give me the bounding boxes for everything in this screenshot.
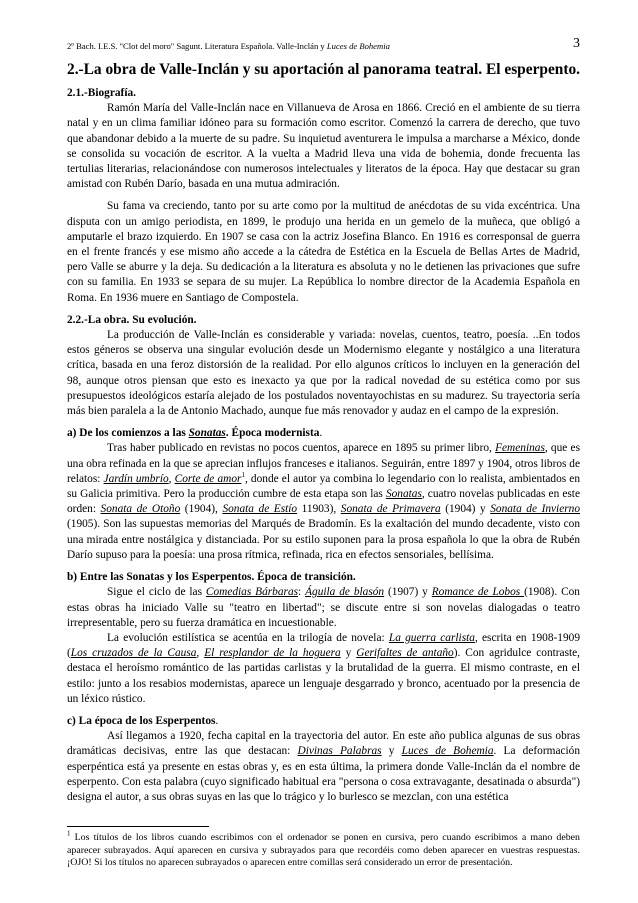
footnote-mark: 1 [67, 829, 71, 838]
paragraph: Así llegamos a 1920, fecha capital en la trayectoria del autor. En este año publica algunas de sus obras dramáticas decisivas, entre las que destacan: Divinas Palabras y Luces de Bohemia. La deformación esperpéntica está ya presente en estas obras y, es en esta última, la primera donde Valle-Inclán da el nombre de esperpento. Con esta palabra (cuyo significado habitual era "persona o cosa extravagante, desatinada o absurda") designa el autor, a sus obras suyas en las que lo trágico y lo burlesco se mezclan, con una estética [67, 730, 581, 803]
subsection-heading-a: a) De los comienzos a las Sonatas. Época modernista. [67, 427, 323, 440]
work-title: Sonata de Otoño [100, 503, 181, 516]
paragraph: Tras haber publicado en revistas no pocos cuentos, aparece en 1895 su primer libro, Femeninas, que es una obra refinada en la que se aprecian influjos franceses e italianos. Seguirán, entre 1897 y 1904, otros libros de relatos: Jardín umbrío, Corte de amor$^1$, donde el autor ya combina lo legendario con lo realista, ambientados en su Galicia primitiva. Pero la producción cumbre de esta etapa son las Sonatas, cuatro novelas publicadas en este orden: Sonata de Otoño (1904), Sonata de Estío 11903), Sonata de Primavera (1904) y Sonata de Invierno (1905). Son las supuestas memorias del Marqués de Bradomín. Es la exaltación del mundo decadente, visto con una mirada entre nostálgica y distanciada. Por su estilo suponen para la prosa española lo que la obra de Rubén Darío supuso para la poesía: una prosa rítmica, refinada, rica en efectos sensoriales, bellísima. [67, 442, 581, 561]
work-title: Comedias Bárbaras [205, 586, 299, 599]
footnote [67, 829, 580, 870]
work-title: Sonata de Primavera [340, 503, 441, 516]
page-header [67, 36, 580, 52]
subsection-heading-c: c) La época de los Esperpentos. [67, 714, 219, 727]
paragraph: Su fama va creciendo, tanto por su arte como por la multitud de anécdotas de su vida excéntrica. Una disputa con un amigo periodista, en 1899, le produjo una herida en un gemelo de la muñeca, que obligó a amputarle el brazo izquierdo. En 1907 se casa con la actriz Josefina Blanco. En 1916 es corresponsal de guerra en el frente francés y ese mismo año accede a la cátedra de Estética en la Escuela de Bellas Artes de Madrid, pero Valle se aburre y la deja. Su dedicación a la literatura es absoluta y no le detienen las privaciones que sufre con su familia. En 1933 se separa de su mujer. La República lo nombre director de la Academia Española en Roma. En 1936 muere en Santiago de Compostela. [67, 200, 580, 304]
paragraph: Ramón María del Valle-Inclán nace en Villanueva de Arosa en 1866. Creció en el ambiente de su tierra natal y en un clima familiar idóneo para su formación como escritor. Comenzó la carrera de derecho, que tuvo que abandonar debido a la muerte de su padre. Su inquietud aventurera le impulsa a marcharse a México, donde se consolida su vocación de escritor. A la vuelta a Madrid lleva una vida de bohemia, donde frecuenta las tertulias literarias, relacionándose con numerosos intelectuales y literatos de la época. Hay que destacar su gran amistad con Rubén Darío, basada en una mutua admiración. [67, 102, 580, 191]
work-title: Corte de amor [174, 472, 242, 485]
work-title: Sonata de Estío [222, 503, 298, 516]
work-title: La guerra carlista [388, 631, 475, 644]
footnote-divider [67, 826, 209, 827]
header-text: 2º Bach. I.E.S. "Clot del moro" Sagunt. Literatura Española. Valle-Inclán y [67, 41, 327, 51]
work-title: Águila de blasón [305, 586, 385, 599]
header-work-title: Luces de Bohemia [326, 41, 390, 51]
section-heading-obra: 2.2.-La obra. Su evolución. [67, 313, 197, 326]
footnote-reference: 1 [241, 471, 245, 480]
paragraph: La producción de Valle-Inclán es considerable y variada: novelas, cuentos, teatro, poesía. ..En todos estos géneros se observa una singular evolución desde un Modernismo elegante y nostálgico a una literatura crítica, basada en una feroz distorsión de la realidad. Por ello algunos críticos lo incluyen en la generación del 98, aunque otros piensan que esto es inexacto ya que por la radical novedad de su estética como por sus presupuestos ideológicos estaría alejado de los postulados noventayochistas en su madurez. Su trayectoria sería más bien paralela a la de Antonio Machado, aunque fue más renovador y audaz en el campo de la expresión. [67, 329, 580, 418]
page-number: 3 [573, 36, 580, 51]
section-heading-biografia: 2.1.-Biografía. [67, 87, 136, 99]
work-title: Femeninas [495, 442, 545, 455]
work-title: Gerifaltes de antaño [356, 647, 454, 660]
work-title: Los cruzados de la Causa [70, 647, 197, 660]
work-title: Jardín umbrío [103, 472, 169, 485]
document-body [67, 86, 580, 805]
footnote-text: Los títulos de los libros cuando escribimos con el ordenador se ponen en cursiva, pero cuando escribimos a mano deben aparecer subrayados. Aquí aparecen en cursiva y subrayados para que recordéis como deben aparecer en vuestras respuestas.¡OJO! Si los títulos no aparecen subrayados o aparecen entre comillas será considerado un error de presentación. [67, 832, 580, 869]
subsection-heading-b: b) Entre las Sonatas y los Esperpentos. Época de transición. [67, 571, 356, 584]
work-title: Luces de Bohemia [401, 745, 494, 758]
work-title: Sonatas [188, 427, 226, 440]
paragraph: La evolución estilística se acentúa en la trilogía de novela: La guerra carlista, escrita en 1908-1909 (Los cruzados de la Causa, El resplandor de la hoguera y Gerifaltes de antaño). Con agridulce contraste, destaca el heroísmo romántico de las partidas carlistas y la brutalidad de la guerra. El mismo contraste, en el estilo: junto a los resabios modernistas, aparece un lenguaje desgarrado y bronco, acentuado por la presencia de un léxico rústico. [67, 631, 581, 705]
work-title: Sonata de Invierno [490, 503, 580, 516]
work-title: Romance de Lobos [431, 586, 525, 599]
paragraph: Sigue el ciclo de las Comedias Bárbaras: Águila de blasón (1907) y Romance de Lobos (1908). Con estas obras ha iniciado Valle su "teatro en libertad"; se discute entre si son novelas dialogadas o teatro irrepresentable, pero su fuerza dramática en incuestionable. [67, 586, 580, 629]
work-title: Divinas Palabras [297, 745, 382, 758]
page-title: 2.-La obra de Valle-Inclán y su aportación al panorama teatral. El esperpento. [67, 61, 581, 78]
work-title: Sonatas [385, 488, 422, 501]
work-title: El resplandor de la hoguera [204, 647, 341, 660]
